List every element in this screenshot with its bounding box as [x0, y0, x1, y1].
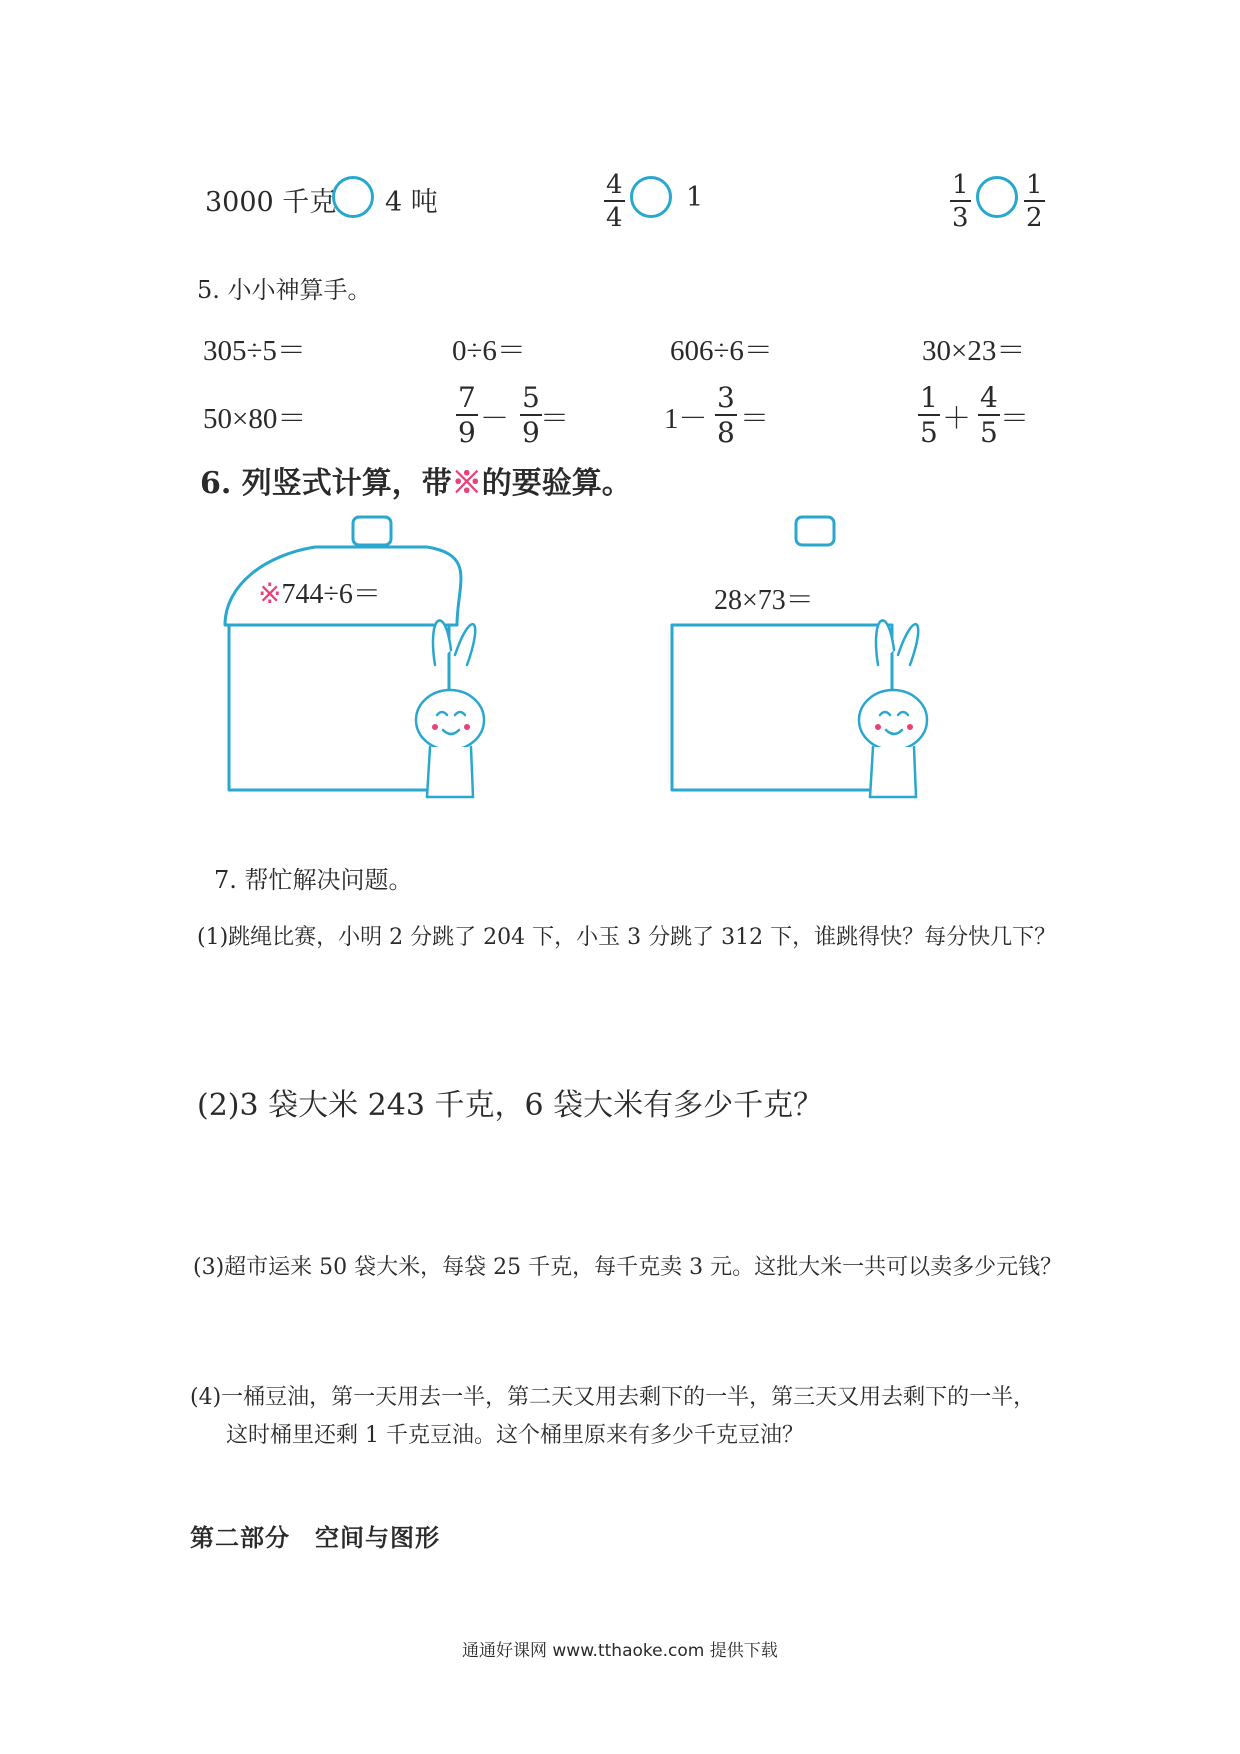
calc-r2-c2-frac-b: 5 9 — [522, 381, 540, 449]
section-7-title: 7. 帮忙解决问题。 — [214, 866, 413, 894]
calc-r2-c3-lead: 1－ — [664, 403, 708, 435]
calc-r1-c1: 305÷5＝ — [203, 335, 306, 367]
compare-2-fraction: 4 4 — [606, 170, 623, 233]
compare-3-answer-circle[interactable] — [976, 176, 1018, 218]
calc-r2-c2-op: － — [480, 401, 510, 435]
calc-r2-c3-frac: 3 8 — [717, 381, 735, 449]
calc-r1-c2: 0÷6＝ — [452, 335, 526, 367]
calc-r2-c3-eq: ＝ — [740, 401, 770, 435]
problem-1: (1)跳绳比赛，小明 2 分跳了 204 下，小玉 3 分跳了 312 下，谁跳得快？每分快几下？ — [197, 925, 1057, 950]
part-2-title: 第二部分 空间与图形 — [190, 1524, 440, 1552]
house-1-expr: ※744÷6＝ — [258, 577, 381, 610]
compare-1-answer-circle[interactable] — [332, 176, 374, 218]
calc-r2-c2-frac-a: 7 9 — [458, 381, 476, 449]
calc-r2-c4-eq: ＝ — [1000, 401, 1030, 435]
house-1-illustration — [205, 515, 535, 800]
house-2-illustration — [648, 515, 978, 800]
section-6-title: 6. 列竖式计算，带※的要验算。 — [200, 466, 632, 501]
compare-2-answer-circle[interactable] — [630, 176, 672, 218]
calc-r1-c4: 30×23＝ — [922, 335, 1026, 367]
compare-1-right-text: 4 吨 — [385, 187, 438, 218]
calc-r2-c4-op: ＋ — [942, 401, 972, 435]
calc-r2-c1: 50×80＝ — [203, 403, 307, 435]
problem-4-line-2: 这时桶里还剩 1 千克豆油。这个桶里原来有多少千克豆油？ — [226, 1423, 804, 1448]
problem-2: (2)3 袋大米 243 千克，6 袋大米有多少千克？ — [197, 1088, 824, 1123]
problem-3: (3)超市运来 50 袋大米，每袋 25 千克，每千克卖 3 元。这批大米一共可以卖多少元钱？ — [193, 1255, 1063, 1280]
compare-1-left: 3000 千克 — [205, 187, 337, 218]
compare-2-right-text: 1 — [686, 182, 704, 213]
house-2-expr: 28×73＝ — [714, 585, 814, 616]
section-5-title: 5. 小小神算手。 — [197, 276, 372, 304]
calc-r1-c3: 606÷6＝ — [670, 335, 773, 367]
calc-r2-c2-eq: ＝ — [540, 401, 570, 435]
problem-4-line-1: (4)一桶豆油，第一天用去一半，第二天又用去剩下的一半，第三天又用去剩下的一半， — [190, 1385, 1036, 1410]
calc-r2-c4-frac-a: 1 5 — [920, 381, 938, 449]
footer-credit: 通通好课网 www.tthaoke.com 提供下载 — [462, 1641, 778, 1661]
compare-3-left-fraction: 1 3 — [952, 170, 969, 233]
calc-r2-c4-frac-b: 4 5 — [980, 381, 998, 449]
compare-item-1 — [205, 180, 336, 219]
compare-3-right-fraction: 1 2 — [1026, 170, 1043, 233]
